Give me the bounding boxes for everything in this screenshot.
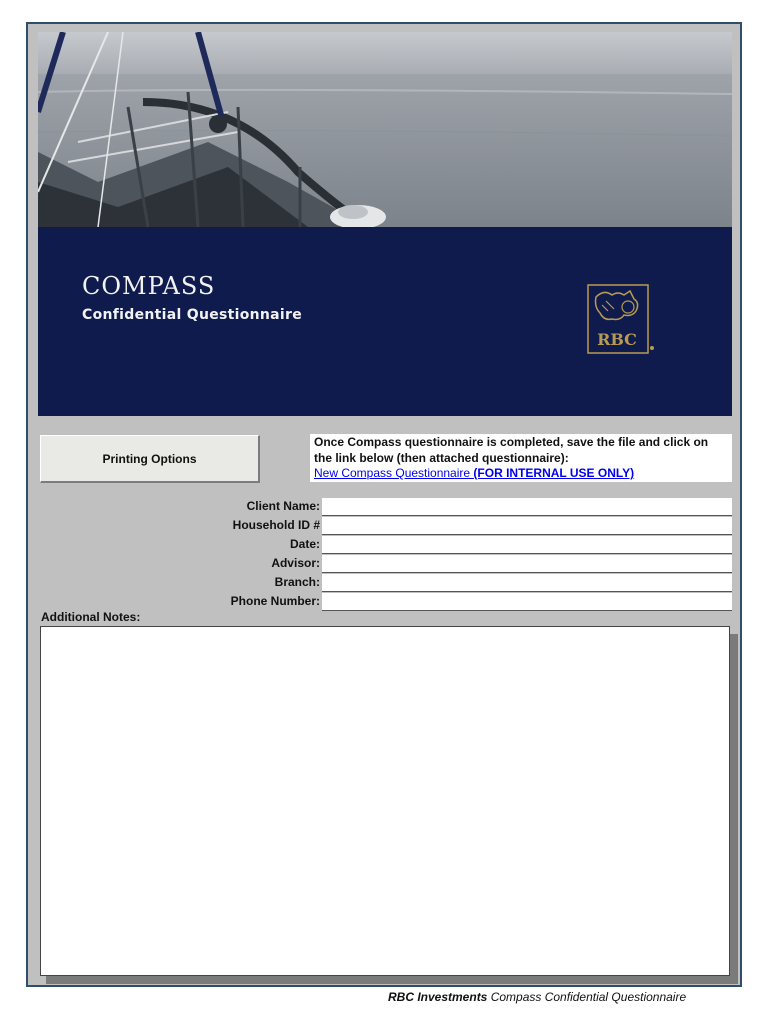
instruction-box xyxy=(310,434,732,482)
branch-label: Branch: xyxy=(274,575,320,589)
footer-text: Compass Confidential Questionnaire xyxy=(490,990,687,1004)
phone-number-row xyxy=(40,593,732,612)
household-id-label: Household ID # xyxy=(232,518,320,532)
logo-registered-dot xyxy=(650,346,654,350)
document-frame xyxy=(26,22,742,987)
advisor-label: Advisor: xyxy=(271,556,320,570)
branch-row xyxy=(40,574,732,593)
sailboat-photo xyxy=(38,32,732,227)
client-name-row xyxy=(40,498,732,517)
footer-brand: RBC Investments xyxy=(388,990,488,1004)
advisor-row xyxy=(40,555,732,574)
header-banner xyxy=(38,32,732,416)
instruction-text: Once Compass questionnaire is completed, save the file and click on the link below (then attached questionnaire): xyxy=(314,435,709,465)
additional-notes-label: Additional Notes: xyxy=(41,610,141,624)
date-label: Date: xyxy=(289,537,320,551)
phone-number-input[interactable] xyxy=(322,593,732,611)
branch-input[interactable] xyxy=(322,574,732,592)
rbc-logo-text: RBC xyxy=(597,330,637,349)
additional-notes-textarea[interactable] xyxy=(40,626,730,976)
client-name-input[interactable] xyxy=(322,498,732,516)
link-suffix: (FOR INTERNAL USE ONLY) xyxy=(473,466,635,480)
new-questionnaire-link[interactable] xyxy=(314,466,634,480)
household-id-row xyxy=(40,517,732,536)
title-banner xyxy=(38,227,732,416)
page-footer xyxy=(388,990,686,1004)
link-text: New Compass Questionnaire xyxy=(314,466,471,480)
date-input[interactable] xyxy=(322,536,732,554)
date-row xyxy=(40,536,732,555)
client-name-label: Client Name: xyxy=(246,499,320,513)
brand-subtitle: Confidential Questionnaire xyxy=(82,307,303,323)
phone-number-label: Phone Number: xyxy=(230,594,320,608)
brand-title: COMPASS xyxy=(82,272,216,300)
advisor-input[interactable] xyxy=(322,555,732,573)
printing-options-button[interactable]: Printing Options xyxy=(40,435,260,483)
household-id-input[interactable] xyxy=(322,517,732,535)
